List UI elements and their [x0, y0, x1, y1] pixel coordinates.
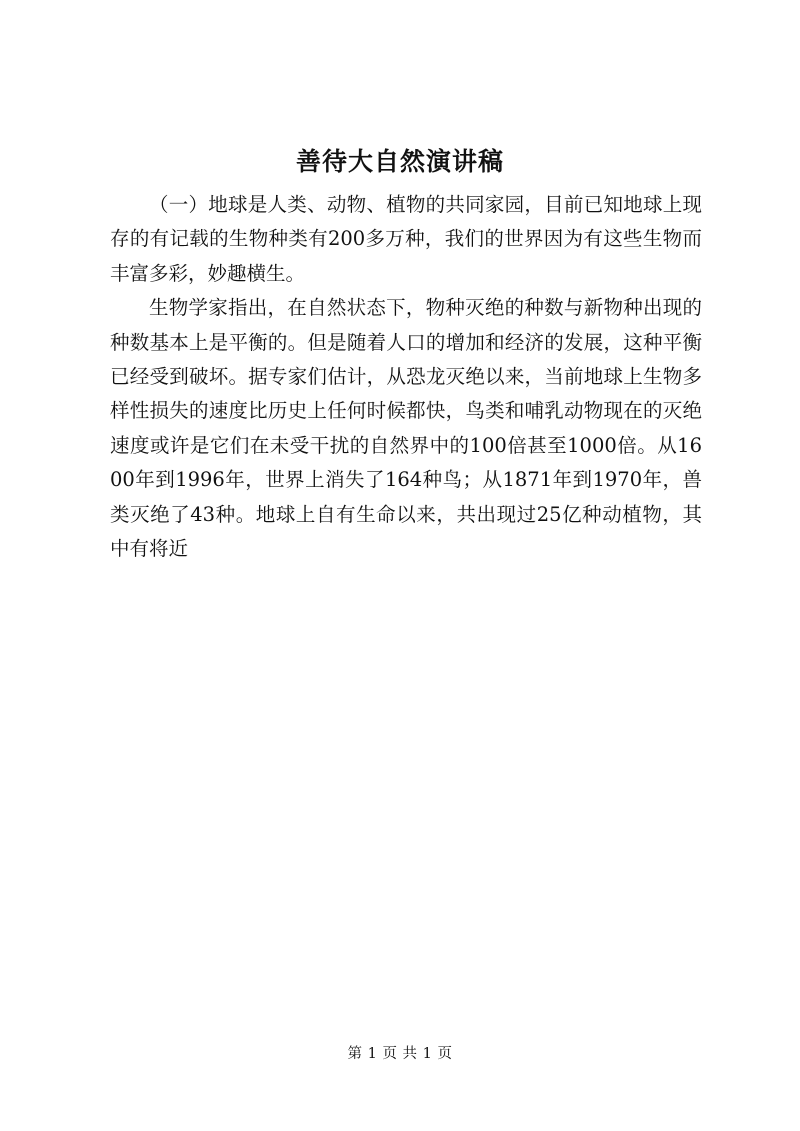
paragraph-1: （一）地球是人类、动物、植物的共同家园，目前已知地球上现存的有记载的生物种类有200多万种，我们的世界因为有这些生物而丰富多彩，妙趣横生。: [110, 193, 702, 285]
paragraph-2: 生物学家指出，在自然状态下，物种灭绝的种数与新物种出现的种数基本上是平衡的。但是随着人口的增加和经济的发展，这种平衡已经受到破坏。据专家们估计，从恐龙灭绝以来，当前地球上生物多样性损失的速度比历史上任何时候都快，鸟类和哺乳动物现在的灭绝速度或许是它们在未受干扰的自然界中的100倍甚至1000倍。从1600年到1996年，世界上消失了164种鸟；从1871年到1970年，兽类灭绝了43种。地球上自有生命以来，共出现过25亿种动植物，其中有将近: [110, 296, 702, 561]
page-footer: 第 1 页 共 1 页: [347, 1046, 453, 1062]
document-body: [110, 188, 702, 566]
document-title: 善待大自然演讲稿: [295, 147, 504, 176]
